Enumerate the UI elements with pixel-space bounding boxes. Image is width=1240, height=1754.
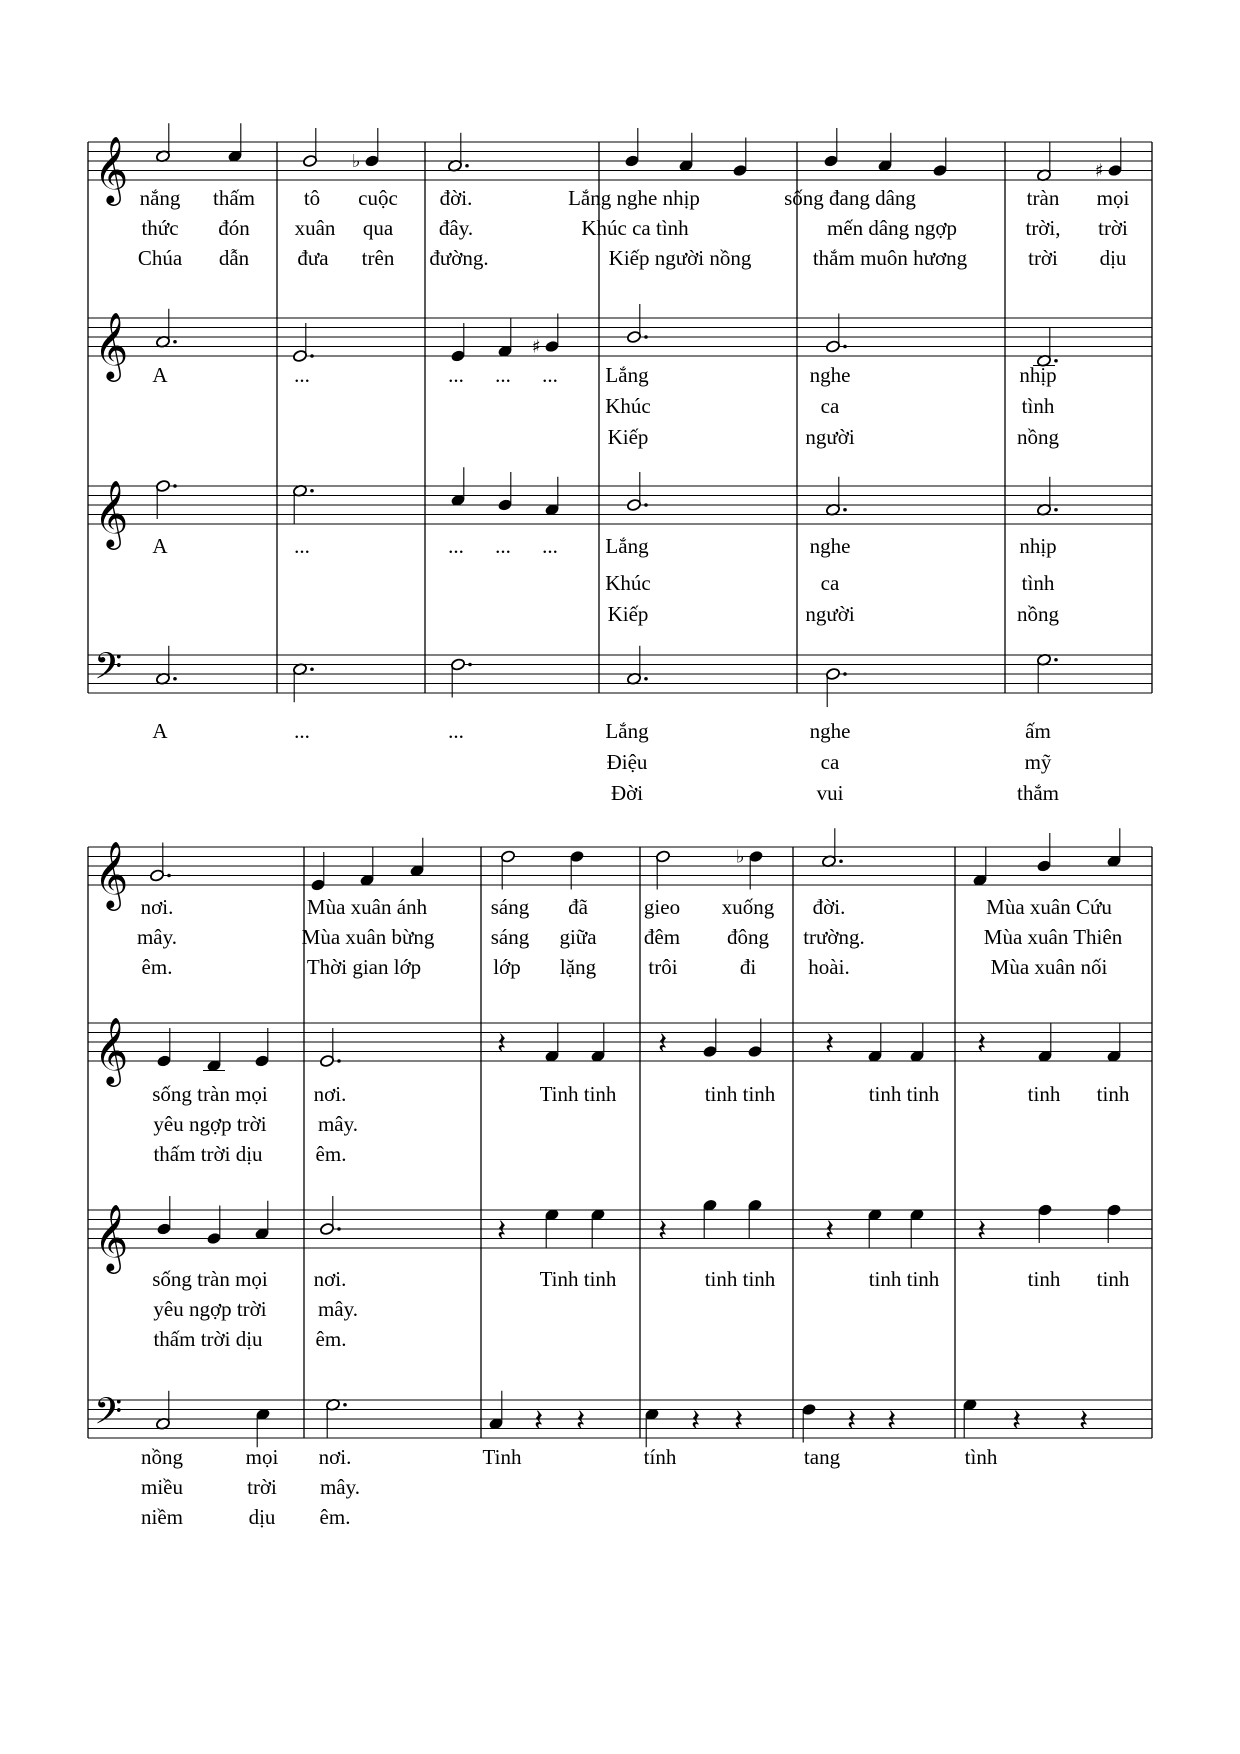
- flat-icon: ♭: [352, 151, 361, 172]
- lyric-word: vui: [816, 781, 844, 805]
- lyric-word: tràn: [1026, 186, 1060, 210]
- lyric-word: giữa: [559, 925, 597, 949]
- note: [626, 304, 647, 344]
- note: [590, 1208, 605, 1248]
- lyric-word: đưa: [297, 246, 329, 270]
- lyric-word: ca: [820, 394, 840, 418]
- lyric-word: tang: [803, 1445, 841, 1469]
- note: [447, 133, 468, 173]
- lyric-word: ...: [542, 534, 558, 558]
- note: [359, 847, 374, 887]
- note: [867, 1208, 882, 1248]
- lyric-word: miều: [141, 1475, 183, 1499]
- lyric-word: A: [152, 534, 168, 558]
- lyric-word: ...: [294, 363, 310, 387]
- lyric-word: mỹ: [1024, 750, 1052, 774]
- lyric-word: đông: [727, 925, 769, 949]
- note: [497, 318, 512, 358]
- lyric-word: êm.: [319, 1505, 351, 1529]
- lyric-word: êm.: [141, 955, 173, 979]
- note: [155, 646, 176, 686]
- note: [1037, 1203, 1052, 1243]
- lyric-word: mây.: [317, 1112, 359, 1136]
- note: [678, 133, 693, 173]
- quarter-rest-icon: 𝄽: [825, 1213, 835, 1249]
- lyric-word: êm.: [315, 1327, 347, 1351]
- staff-bass: [88, 1391, 1152, 1448]
- note: [825, 667, 846, 707]
- lyric-word: Khúc: [605, 394, 651, 418]
- lyric-word: Lắng: [605, 719, 649, 743]
- lyric-word: tinh: [1096, 1082, 1130, 1106]
- lyric-word: yêu ngợp trời: [153, 1112, 267, 1136]
- lyric-word: dịu: [248, 1505, 276, 1529]
- note: [747, 1199, 762, 1239]
- lyric-word: tinh tinh: [868, 1082, 940, 1106]
- note: [1036, 653, 1057, 693]
- lyric-word: tinh: [1096, 1267, 1130, 1291]
- lyric-word: nồng: [1017, 425, 1059, 449]
- quarter-rest-icon: 𝄽: [497, 1213, 507, 1249]
- lyric-word: đã: [568, 895, 588, 919]
- lyric-word: ...: [294, 534, 310, 558]
- lyric-word: Kiếp người nồng: [608, 246, 752, 270]
- lyric-word: đi: [739, 955, 757, 979]
- lyric-word: mây.: [317, 1297, 359, 1321]
- lyric-word: Khúc: [605, 571, 651, 595]
- lyric-word: ấm: [1025, 719, 1051, 743]
- lyric-word: nồng: [1017, 602, 1059, 626]
- note: [156, 1196, 171, 1236]
- note: [488, 1391, 503, 1431]
- lyric-word: đời.: [439, 186, 473, 210]
- note: [1036, 477, 1057, 517]
- bass-clef-icon: 𝄢: [94, 1390, 123, 1442]
- note: [497, 472, 512, 512]
- lyric-word: thắm muôn hương: [812, 246, 968, 270]
- lyric-word: sáng: [490, 895, 530, 919]
- lyric-word: lớp: [493, 955, 521, 979]
- note: [532, 314, 560, 358]
- lyric-word: đón: [218, 216, 250, 240]
- note: [569, 850, 584, 890]
- note: [544, 1208, 559, 1248]
- lyric-word: niềm: [141, 1505, 183, 1529]
- lyric-word: Kiếp: [607, 602, 649, 626]
- note: [310, 852, 325, 892]
- lyric-word: ...: [294, 719, 310, 743]
- lyric-word: Lắng: [605, 363, 649, 387]
- note: [206, 1206, 221, 1246]
- note: [825, 477, 846, 517]
- lyric-word: nghe: [809, 363, 851, 387]
- lyric-word: nơi.: [140, 895, 174, 919]
- lyric-word: thắm: [1017, 781, 1059, 805]
- lyric-word: ...: [448, 719, 464, 743]
- note: [544, 1023, 559, 1063]
- lyric-word: nơi.: [313, 1267, 347, 1291]
- lyric-word: sáng: [490, 925, 530, 949]
- note: [155, 479, 176, 519]
- note: [909, 1208, 924, 1248]
- lyric-word: Lắng: [605, 534, 649, 558]
- treble-clef-icon: 𝄞: [94, 135, 129, 203]
- sharp-icon: ♯: [532, 336, 541, 358]
- lyric-word: Tinh tinh: [539, 1267, 617, 1291]
- lyric-word: A: [152, 719, 168, 743]
- lyric-word: hoài.: [808, 955, 850, 979]
- note: [302, 128, 317, 168]
- lyric-word: Tinh tinh: [539, 1082, 617, 1106]
- note: [702, 1199, 717, 1239]
- note: [544, 477, 559, 517]
- lyric-word: đường.: [429, 246, 489, 270]
- note: [626, 472, 647, 512]
- note: [736, 847, 764, 890]
- lyric-word: ca: [820, 750, 840, 774]
- note: [962, 1398, 977, 1438]
- lyric-word: thức: [141, 216, 179, 240]
- lyric-word: sống tràn mọi: [152, 1267, 268, 1291]
- quarter-rest-icon: 𝄽: [658, 1213, 668, 1249]
- quarter-rest-icon: 𝄽: [691, 1403, 701, 1439]
- lyric-word: trời: [247, 1475, 277, 1499]
- treble-clef-icon: 𝄞: [94, 311, 129, 379]
- quarter-rest-icon: 𝄽: [847, 1403, 857, 1439]
- lyric-word: nắng: [139, 186, 181, 210]
- lyric-word: nghe: [809, 719, 851, 743]
- staff-voice-2: [88, 1016, 1152, 1087]
- note: [801, 1403, 816, 1443]
- lyric-word: êm.: [315, 1142, 347, 1166]
- note: [155, 1391, 170, 1431]
- lyric-word: dẫn: [218, 246, 250, 270]
- note: [823, 128, 838, 168]
- note: [227, 123, 242, 163]
- lyric-word: cuộc: [358, 186, 398, 210]
- quarter-rest-icon: 𝄽: [576, 1403, 586, 1439]
- note: [932, 138, 947, 178]
- lyric-word: ca: [820, 571, 840, 595]
- lyric-word: nơi.: [313, 1082, 347, 1106]
- note: [825, 314, 846, 354]
- note: [319, 1028, 340, 1068]
- lyric-word: trôi: [648, 955, 678, 979]
- note: [655, 850, 670, 890]
- lyric-word: Tinh: [482, 1445, 522, 1469]
- note: [1106, 1023, 1121, 1063]
- lyric-word: gieo: [643, 895, 681, 919]
- quarter-rest-icon: 𝄽: [977, 1026, 987, 1062]
- lyric-word: nhịp: [1019, 363, 1057, 387]
- lyric-word: mây.: [319, 1475, 361, 1499]
- lyric-word: Mùa xuân bừng: [301, 925, 435, 949]
- note: [292, 484, 313, 524]
- lyric-word: Lắng nghe nhịp: [568, 186, 700, 210]
- lyric-word: tô: [303, 186, 321, 210]
- treble-clef-icon: 𝄞: [94, 1203, 129, 1271]
- lyric-word: tình: [964, 1445, 998, 1469]
- note: [1036, 142, 1051, 182]
- lyric-word: Mùa xuân ánh: [306, 895, 428, 919]
- bass-clef-icon: 𝄢: [94, 645, 123, 697]
- quarter-rest-icon: 𝄽: [1012, 1403, 1022, 1439]
- lyric-word: sống đang dâng: [784, 186, 916, 210]
- lyric-word: Kiếp: [607, 425, 649, 449]
- lyric-word: tinh tinh: [704, 1082, 776, 1106]
- lyric-word: nghe: [809, 534, 851, 558]
- lyric-word: trời: [1028, 246, 1058, 270]
- note: [450, 323, 465, 363]
- lyric-word: tinh tinh: [868, 1267, 940, 1291]
- lyric-word: thấm: [213, 186, 255, 210]
- note: [292, 663, 313, 703]
- quarter-rest-icon: 𝄽: [887, 1403, 897, 1439]
- quarter-rest-icon: 𝄽: [534, 1403, 544, 1439]
- note: [409, 838, 424, 878]
- lyric-word: yêu ngợp trời: [153, 1297, 267, 1321]
- lyric-word: nồng: [141, 1445, 183, 1469]
- lyric-word: Điệu: [606, 750, 648, 774]
- note: [450, 658, 471, 698]
- note: [254, 1028, 269, 1068]
- lyric-word: Mùa xuân Cứu: [986, 895, 1112, 919]
- note: [747, 1019, 762, 1059]
- lyric-word: tinh: [1027, 1267, 1061, 1291]
- note: [909, 1023, 924, 1063]
- lyric-word: ...: [448, 534, 464, 558]
- lyric-word: đây.: [438, 216, 474, 240]
- note: [1036, 833, 1051, 873]
- note: [1095, 138, 1123, 182]
- lyric-word: Mùa xuân nối: [990, 955, 1108, 979]
- note: [1106, 1203, 1121, 1243]
- lyric-word: ...: [542, 363, 558, 387]
- lyric-word: tính: [643, 1445, 677, 1469]
- note: [867, 1023, 882, 1063]
- lyric-word: trời,: [1025, 216, 1061, 240]
- note: [155, 309, 176, 349]
- note: [254, 1201, 269, 1241]
- sharp-icon: ♯: [1095, 160, 1104, 182]
- quarter-rest-icon: 𝄽: [1079, 1403, 1089, 1439]
- lyric-word: sống tràn mọi: [152, 1082, 268, 1106]
- note: [590, 1023, 605, 1063]
- quarter-rest-icon: 𝄽: [734, 1403, 744, 1439]
- note: [155, 123, 170, 163]
- note: [319, 1196, 340, 1236]
- note: [1106, 828, 1121, 868]
- note: [450, 467, 465, 507]
- note: [255, 1408, 270, 1448]
- system-2: [88, 828, 1152, 1447]
- lyric-word: xuân: [294, 216, 336, 240]
- lyric-word: trên: [361, 246, 395, 270]
- note: [352, 128, 380, 172]
- note: [626, 646, 647, 686]
- lyric-word: tình: [1021, 571, 1055, 595]
- quarter-rest-icon: 𝄽: [825, 1026, 835, 1062]
- lyric-word: đời.: [812, 895, 846, 919]
- lyric-word: đêm: [643, 925, 681, 949]
- note: [972, 847, 987, 887]
- staff-voice-3: [88, 1196, 1152, 1274]
- lyric-word: mây.: [136, 925, 178, 949]
- lyric-word: tinh tinh: [704, 1267, 776, 1291]
- note: [644, 1408, 659, 1448]
- note: [702, 1019, 717, 1059]
- lyric-word: Thời gian lớp: [306, 955, 422, 979]
- quarter-rest-icon: 𝄽: [497, 1026, 507, 1062]
- lyric-word: A: [152, 363, 168, 387]
- lyric-word: lặng: [559, 955, 597, 979]
- note: [1033, 328, 1058, 368]
- lyric-word: nhịp: [1019, 534, 1057, 558]
- note: [1037, 1023, 1052, 1063]
- note: [821, 828, 842, 868]
- lyric-word: Mùa xuân Thiên: [983, 925, 1123, 949]
- staff-bass: [88, 646, 1152, 708]
- note: [203, 1033, 225, 1073]
- lyric-word: mọi: [245, 1445, 279, 1469]
- lyric-word: dịu: [1099, 246, 1127, 270]
- note: [732, 138, 747, 178]
- lyric-word: người: [805, 425, 855, 449]
- lyric-word: qua: [362, 216, 394, 240]
- treble-clef-icon: 𝄞: [94, 479, 129, 547]
- note: [500, 850, 515, 890]
- flat-icon: ♭: [736, 846, 745, 868]
- quarter-rest-icon: 𝄽: [977, 1213, 987, 1249]
- note: [292, 323, 313, 363]
- lyric-word: Đời: [610, 781, 644, 805]
- lyric-word: mến dâng ngợp: [826, 216, 958, 240]
- note: [325, 1398, 346, 1438]
- lyric-word: nơi.: [318, 1445, 352, 1469]
- note: [624, 128, 639, 168]
- lyric-word: xuống: [721, 895, 775, 919]
- note: [149, 843, 170, 883]
- note: [877, 133, 892, 173]
- lyric-word: Khúc ca tình: [581, 216, 689, 240]
- lyric-word: Chúa: [137, 246, 183, 270]
- lyric-word: thấm trời dịu: [153, 1142, 263, 1166]
- lyric-word: tinh: [1027, 1082, 1061, 1106]
- lyric-word: tình: [1021, 394, 1055, 418]
- lyric-word: ...: [448, 363, 464, 387]
- note: [156, 1028, 171, 1068]
- lyric-word: người: [805, 602, 855, 626]
- lyric-word: trường.: [803, 925, 865, 949]
- lyric-word: trời: [1098, 216, 1128, 240]
- quarter-rest-icon: 𝄽: [658, 1026, 668, 1062]
- lyric-word: ...: [495, 363, 511, 387]
- lyric-word: ...: [495, 534, 511, 558]
- lyric-word: mọi: [1096, 186, 1130, 210]
- treble-clef-icon: 𝄞: [94, 840, 129, 908]
- lyric-word: thấm trời dịu: [153, 1327, 263, 1351]
- treble-clef-icon: 𝄞: [94, 1016, 129, 1084]
